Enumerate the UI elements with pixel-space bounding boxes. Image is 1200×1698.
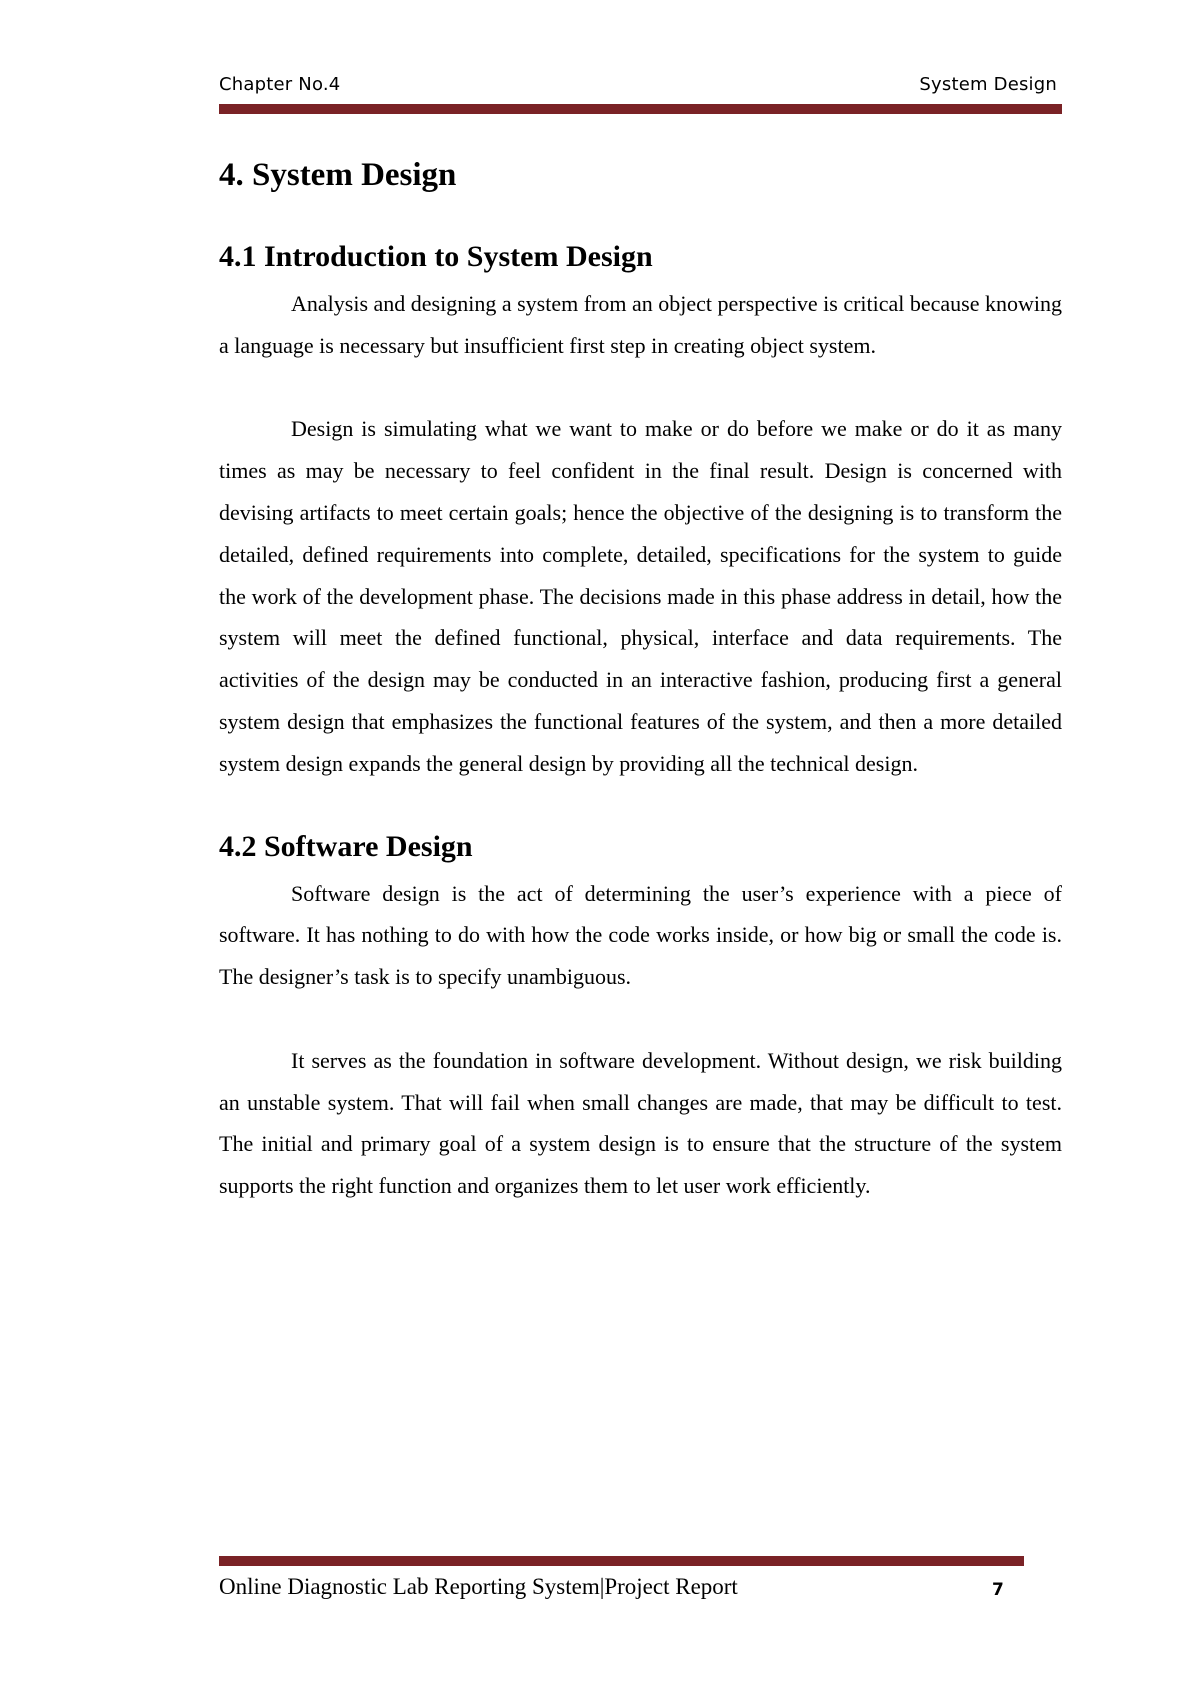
paragraph: Software design is the act of determining the user’s experience with a piece of software. It has nothing to do with how the code works inside, or how big or small the code is. The designer’s task is to specify unambiguous.	[219, 880, 1062, 990]
paragraph: Design is simulating what we want to make or do before we make or do it as many times as may be necessary to feel confident in the final result. Design is concerned with devising artifacts to meet certain goals; hence the objective of the designing is to transform the detailed, defined requirements into complete, detailed, specifications for the system to guide the work of the development phase. The decisions made in this phase address in detail, how the system will meet the defined functional, physical, interface and data requirements. The activities of the design may be conducted in an interactive fashion, producing first a general system design that emphasizes the functional features of the system, and then a more detailed system design expands the general design by providing all the technical design.	[219, 416, 1062, 776]
footer-divider	[219, 1556, 1024, 1566]
page-body	[219, 140, 1062, 1207]
paragraph: It serves as the foundation in software development. Without design, we risk building an unstable system. That will fail when small changes are made, that may be difficult to test. The initial and primary goal of a system design is to ensure that the structure of the system supports the right function and organizes them to let user work efficiently.	[219, 1047, 1062, 1199]
header-chapter: Chapter No.4	[219, 74, 341, 95]
page-title: 4. System Design	[219, 157, 457, 193]
header-divider	[219, 104, 1062, 114]
paragraph: Analysis and designing a system from an object perspective is critical because knowing a language is necessary but insufficient first step in creating object system.	[219, 291, 1063, 358]
header-section-title: System Design	[919, 74, 1057, 95]
section-heading-intro: 4.1 Introduction to System Design	[219, 240, 653, 273]
footer-text: Online Diagnostic Lab Reporting System|Project Report	[219, 1574, 738, 1599]
section-heading-software-design: 4.2 Software Design	[219, 829, 473, 863]
page-number: 7	[992, 1580, 1004, 1600]
